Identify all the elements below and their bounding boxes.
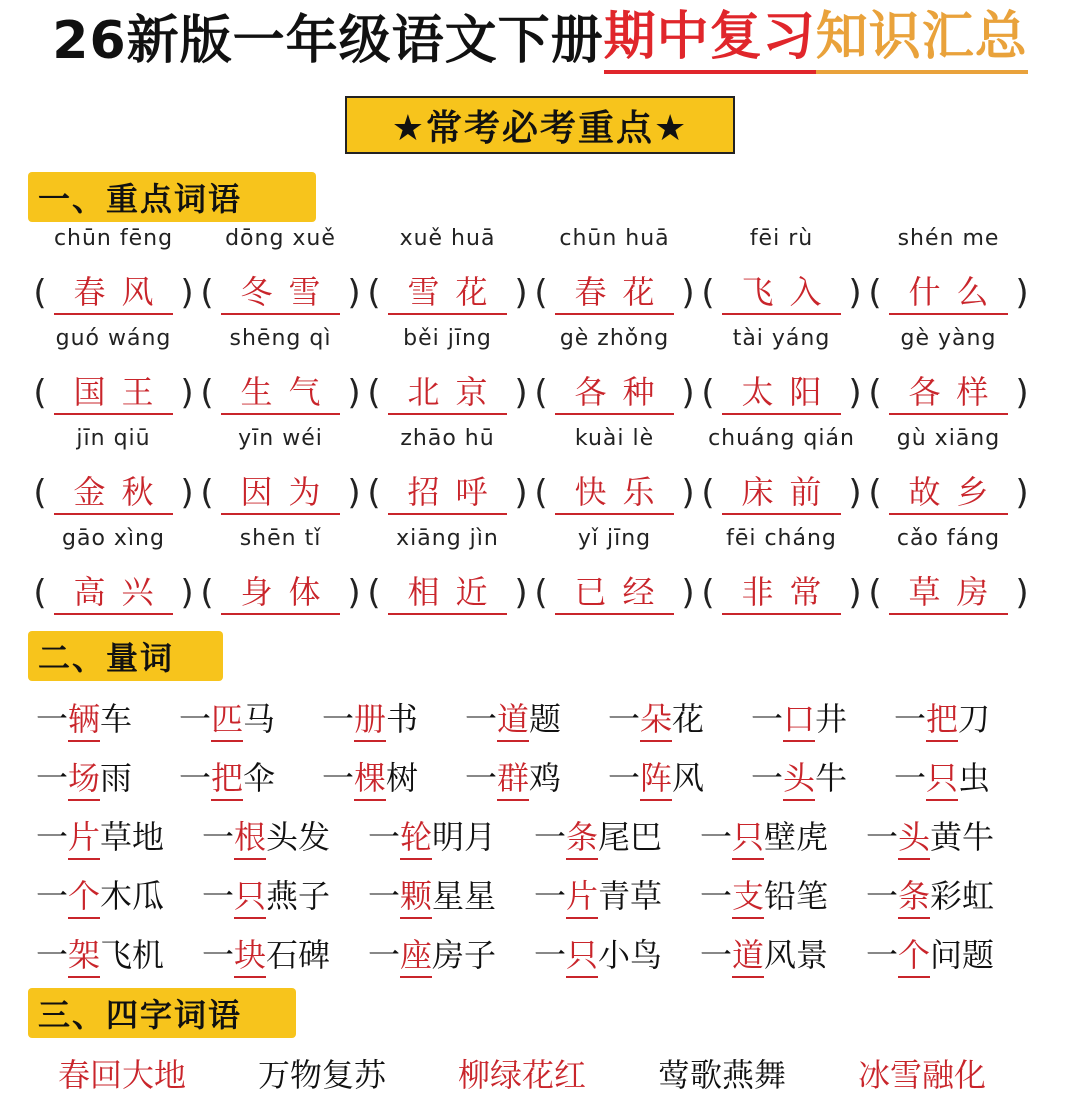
answer-word: 各种 bbox=[555, 371, 674, 415]
answer-word: 已经 bbox=[555, 571, 674, 615]
measure-word-one: 一 bbox=[534, 935, 567, 974]
measure-noun: 木瓜 bbox=[100, 876, 165, 915]
measure-noun: 牛 bbox=[815, 758, 848, 797]
measure-word-one: 一 bbox=[179, 699, 212, 738]
answer-box bbox=[364, 370, 531, 416]
measure-word: 支 bbox=[732, 871, 764, 919]
right-paren: ) bbox=[180, 273, 194, 313]
measure-word-item bbox=[202, 812, 368, 860]
measure-noun: 鸡 bbox=[529, 758, 562, 797]
answer-box bbox=[364, 270, 531, 316]
measure-word-one: 一 bbox=[465, 699, 498, 738]
answer-word: 金秋 bbox=[54, 471, 173, 515]
measure-word: 道 bbox=[497, 694, 529, 742]
measure-word-item bbox=[894, 753, 1037, 801]
page-title bbox=[0, 2, 1080, 74]
answer-box bbox=[364, 470, 531, 516]
measure-word: 匹 bbox=[211, 694, 243, 742]
left-paren: ( bbox=[33, 373, 47, 413]
answer-box bbox=[865, 470, 1032, 516]
measure-word-item bbox=[700, 812, 866, 860]
measure-noun: 石碑 bbox=[266, 935, 331, 974]
measure-word-one: 一 bbox=[700, 817, 733, 856]
answer-box bbox=[364, 570, 531, 616]
word-cell bbox=[364, 326, 531, 426]
right-paren: ) bbox=[848, 573, 862, 613]
word-cell bbox=[30, 226, 197, 326]
answer-box bbox=[30, 470, 197, 516]
measure-word: 头 bbox=[898, 812, 930, 860]
measure-noun: 车 bbox=[100, 699, 133, 738]
pinyin-label: gè zhǒng bbox=[559, 326, 670, 351]
section-heading-four-char-words: 三、四字词语 bbox=[28, 988, 296, 1038]
measure-word-one: 一 bbox=[368, 876, 401, 915]
title-midterm: 期中复习 bbox=[604, 4, 816, 74]
answer-box bbox=[698, 370, 865, 416]
word-cell bbox=[30, 326, 197, 426]
measure-words-grid bbox=[36, 688, 1056, 983]
answer-box bbox=[865, 270, 1032, 316]
measure-word-item bbox=[36, 871, 202, 919]
pinyin-label: gè yàng bbox=[900, 326, 997, 351]
measure-word-row bbox=[36, 747, 1056, 806]
measure-word: 场 bbox=[68, 753, 100, 801]
measure-word-item bbox=[368, 871, 534, 919]
word-cell bbox=[364, 226, 531, 326]
four-char-word: 柳绿花红 bbox=[458, 1056, 587, 1094]
left-paren: ( bbox=[534, 573, 548, 613]
measure-word-item bbox=[36, 694, 179, 742]
measure-word-one: 一 bbox=[36, 817, 69, 856]
measure-noun: 星星 bbox=[432, 876, 497, 915]
measure-word-item bbox=[368, 930, 534, 978]
pinyin-label: dōng xuě bbox=[225, 226, 336, 251]
four-char-word: 春回大地 bbox=[58, 1056, 187, 1094]
measure-word-one: 一 bbox=[894, 758, 927, 797]
measure-word-one: 一 bbox=[866, 876, 899, 915]
pinyin-label: tài yáng bbox=[732, 326, 831, 351]
measure-word: 只 bbox=[234, 871, 266, 919]
right-paren: ) bbox=[514, 573, 528, 613]
pinyin-label: yǐ jīng bbox=[577, 526, 652, 551]
measure-word-one: 一 bbox=[322, 699, 355, 738]
measure-word: 册 bbox=[354, 694, 386, 742]
section-heading-key-words: 一、重点词语 bbox=[28, 172, 316, 222]
left-paren: ( bbox=[534, 473, 548, 513]
measure-word-one: 一 bbox=[368, 935, 401, 974]
measure-word: 只 bbox=[926, 753, 958, 801]
answer-word: 雪花 bbox=[388, 271, 507, 315]
word-cell bbox=[531, 526, 698, 626]
word-cell bbox=[197, 226, 364, 326]
answer-box bbox=[531, 270, 698, 316]
right-paren: ) bbox=[514, 373, 528, 413]
pinyin-label: chūn huā bbox=[559, 226, 670, 251]
measure-noun: 小鸟 bbox=[598, 935, 663, 974]
measure-noun: 树 bbox=[386, 758, 419, 797]
measure-noun: 壁虎 bbox=[764, 817, 829, 856]
measure-word-row bbox=[36, 924, 1056, 983]
measure-word-one: 一 bbox=[700, 876, 733, 915]
pinyin-label: kuài lè bbox=[574, 426, 655, 451]
word-cell bbox=[364, 426, 531, 526]
measure-noun: 铅笔 bbox=[764, 876, 829, 915]
measure-noun: 黄牛 bbox=[930, 817, 995, 856]
pinyin-label: fēi cháng bbox=[726, 526, 837, 551]
pinyin-label: gù xiāng bbox=[896, 426, 1001, 451]
measure-word-item bbox=[534, 930, 700, 978]
word-row bbox=[30, 226, 1060, 326]
measure-word: 群 bbox=[497, 753, 529, 801]
pinyin-label: běi jīng bbox=[403, 326, 492, 351]
measure-word-one: 一 bbox=[866, 935, 899, 974]
measure-word: 根 bbox=[234, 812, 266, 860]
measure-noun: 题 bbox=[529, 699, 562, 738]
word-cell bbox=[865, 426, 1032, 526]
answer-word: 招呼 bbox=[388, 471, 507, 515]
answer-word: 北京 bbox=[388, 371, 507, 415]
measure-word-item bbox=[465, 753, 608, 801]
pinyin-label: cǎo fáng bbox=[896, 526, 1001, 551]
word-cell bbox=[698, 426, 865, 526]
pinyin-label: gāo xìng bbox=[62, 526, 165, 551]
right-paren: ) bbox=[848, 473, 862, 513]
answer-box bbox=[197, 570, 364, 616]
measure-word-one: 一 bbox=[36, 876, 69, 915]
measure-word-one: 一 bbox=[866, 817, 899, 856]
measure-noun: 飞机 bbox=[100, 935, 165, 974]
word-cell bbox=[865, 326, 1032, 426]
four-char-word: 冰雪融化 bbox=[858, 1056, 987, 1094]
pinyin-label: shēng qì bbox=[229, 326, 332, 351]
right-paren: ) bbox=[848, 373, 862, 413]
left-paren: ( bbox=[33, 273, 47, 313]
left-paren: ( bbox=[33, 573, 47, 613]
right-paren: ) bbox=[180, 373, 194, 413]
measure-word-row bbox=[36, 688, 1056, 747]
measure-word-item bbox=[608, 694, 751, 742]
word-cell bbox=[698, 326, 865, 426]
measure-noun: 风 bbox=[672, 758, 705, 797]
answer-word: 床前 bbox=[722, 471, 841, 515]
measure-word-one: 一 bbox=[202, 876, 235, 915]
right-paren: ) bbox=[180, 573, 194, 613]
pinyin-label: chūn fēng bbox=[53, 226, 174, 251]
measure-word: 朵 bbox=[640, 694, 672, 742]
pinyin-label: fēi rù bbox=[749, 226, 814, 251]
measure-word-item bbox=[700, 871, 866, 919]
word-cell bbox=[698, 226, 865, 326]
answer-word: 各样 bbox=[889, 371, 1008, 415]
measure-word-one: 一 bbox=[751, 699, 784, 738]
measure-word: 把 bbox=[926, 694, 958, 742]
left-paren: ( bbox=[200, 373, 214, 413]
answer-box bbox=[531, 570, 698, 616]
measure-word-one: 一 bbox=[534, 876, 567, 915]
measure-noun: 花 bbox=[672, 699, 705, 738]
answer-box bbox=[531, 370, 698, 416]
measure-word-one: 一 bbox=[368, 817, 401, 856]
four-char-word: 莺歌燕舞 bbox=[658, 1056, 787, 1094]
measure-word-item bbox=[700, 930, 866, 978]
measure-word-one: 一 bbox=[465, 758, 498, 797]
left-paren: ( bbox=[33, 473, 47, 513]
pinyin-label: xuě huā bbox=[399, 226, 496, 251]
measure-word: 个 bbox=[68, 871, 100, 919]
measure-word-one: 一 bbox=[751, 758, 784, 797]
answer-word: 飞入 bbox=[722, 271, 841, 315]
answer-word: 春风 bbox=[54, 271, 173, 315]
right-paren: ) bbox=[347, 573, 361, 613]
title-main: 26新版一年级语文下册 bbox=[52, 11, 604, 71]
left-paren: ( bbox=[200, 273, 214, 313]
measure-noun: 井 bbox=[815, 699, 848, 738]
word-cell bbox=[865, 226, 1032, 326]
right-paren: ) bbox=[1015, 573, 1029, 613]
measure-word-item bbox=[179, 694, 322, 742]
measure-word-item bbox=[866, 812, 1032, 860]
answer-word: 国王 bbox=[54, 371, 173, 415]
measure-word: 条 bbox=[566, 812, 598, 860]
measure-word-item bbox=[465, 694, 608, 742]
left-paren: ( bbox=[367, 573, 381, 613]
measure-word: 块 bbox=[234, 930, 266, 978]
measure-word-item bbox=[36, 753, 179, 801]
title-summary: 知识汇总 bbox=[816, 4, 1028, 74]
word-cell bbox=[865, 526, 1032, 626]
word-cell bbox=[197, 526, 364, 626]
left-paren: ( bbox=[200, 573, 214, 613]
measure-noun: 头发 bbox=[266, 817, 331, 856]
word-cell bbox=[364, 526, 531, 626]
right-paren: ) bbox=[514, 273, 528, 313]
measure-word: 口 bbox=[783, 694, 815, 742]
answer-word: 春花 bbox=[555, 271, 674, 315]
measure-word: 只 bbox=[732, 812, 764, 860]
right-paren: ) bbox=[347, 373, 361, 413]
measure-noun: 明月 bbox=[432, 817, 497, 856]
measure-noun: 风景 bbox=[764, 935, 829, 974]
answer-word: 太阳 bbox=[722, 371, 841, 415]
answer-box bbox=[197, 370, 364, 416]
measure-noun: 书 bbox=[386, 699, 419, 738]
measure-noun: 彩虹 bbox=[930, 876, 995, 915]
right-paren: ) bbox=[1015, 273, 1029, 313]
measure-word-item bbox=[751, 694, 894, 742]
four-char-words-row bbox=[58, 1050, 1058, 1096]
measure-word-one: 一 bbox=[608, 699, 641, 738]
right-paren: ) bbox=[681, 473, 695, 513]
measure-word: 座 bbox=[400, 930, 432, 978]
measure-word-item bbox=[866, 871, 1032, 919]
measure-word-item bbox=[894, 694, 1037, 742]
answer-box bbox=[865, 370, 1032, 416]
measure-noun: 虫 bbox=[958, 758, 991, 797]
answer-word: 快乐 bbox=[555, 471, 674, 515]
measure-word-item bbox=[368, 812, 534, 860]
answer-box bbox=[30, 270, 197, 316]
answer-box bbox=[197, 470, 364, 516]
right-paren: ) bbox=[514, 473, 528, 513]
right-paren: ) bbox=[1015, 473, 1029, 513]
right-paren: ) bbox=[681, 373, 695, 413]
pinyin-label: jīn qiū bbox=[76, 426, 151, 451]
measure-noun: 草地 bbox=[100, 817, 165, 856]
word-cell bbox=[698, 526, 865, 626]
measure-word-item bbox=[322, 753, 465, 801]
word-cell bbox=[30, 426, 197, 526]
measure-word-one: 一 bbox=[608, 758, 641, 797]
measure-word-item bbox=[179, 753, 322, 801]
measure-word-one: 一 bbox=[179, 758, 212, 797]
measure-word-one: 一 bbox=[894, 699, 927, 738]
measure-word-one: 一 bbox=[36, 935, 69, 974]
measure-word: 道 bbox=[732, 930, 764, 978]
measure-word-one: 一 bbox=[534, 817, 567, 856]
key-words-grid bbox=[30, 226, 1060, 626]
left-paren: ( bbox=[868, 373, 882, 413]
word-row bbox=[30, 426, 1060, 526]
measure-word-item bbox=[36, 930, 202, 978]
measure-word: 把 bbox=[211, 753, 243, 801]
right-paren: ) bbox=[180, 473, 194, 513]
right-paren: ) bbox=[681, 573, 695, 613]
measure-word: 片 bbox=[68, 812, 100, 860]
measure-word: 架 bbox=[68, 930, 100, 978]
measure-word-one: 一 bbox=[322, 758, 355, 797]
left-paren: ( bbox=[701, 273, 715, 313]
left-paren: ( bbox=[367, 473, 381, 513]
left-paren: ( bbox=[701, 473, 715, 513]
left-paren: ( bbox=[701, 573, 715, 613]
pinyin-label: chuáng qián bbox=[708, 426, 855, 451]
measure-word-one: 一 bbox=[202, 935, 235, 974]
answer-word: 非常 bbox=[722, 571, 841, 615]
left-paren: ( bbox=[868, 573, 882, 613]
answer-box bbox=[865, 570, 1032, 616]
key-points-banner: ★常考必考重点★ bbox=[345, 96, 735, 154]
left-paren: ( bbox=[534, 273, 548, 313]
pinyin-label: yīn wéi bbox=[238, 426, 323, 451]
measure-word: 阵 bbox=[640, 753, 672, 801]
answer-box bbox=[30, 570, 197, 616]
measure-noun: 刀 bbox=[958, 699, 991, 738]
measure-noun: 燕子 bbox=[266, 876, 331, 915]
measure-noun: 房子 bbox=[432, 935, 497, 974]
measure-word: 辆 bbox=[68, 694, 100, 742]
answer-word: 草房 bbox=[889, 571, 1008, 615]
answer-box bbox=[30, 370, 197, 416]
right-paren: ) bbox=[681, 273, 695, 313]
left-paren: ( bbox=[367, 373, 381, 413]
left-paren: ( bbox=[868, 273, 882, 313]
pinyin-label: shēn tǐ bbox=[239, 526, 322, 551]
measure-word-item bbox=[322, 694, 465, 742]
measure-word: 棵 bbox=[354, 753, 386, 801]
pinyin-label: shén me bbox=[897, 226, 1000, 251]
pinyin-label: xiāng jìn bbox=[396, 526, 499, 551]
measure-word-one: 一 bbox=[202, 817, 235, 856]
answer-box bbox=[197, 270, 364, 316]
four-char-word: 万物复苏 bbox=[258, 1056, 387, 1094]
right-paren: ) bbox=[1015, 373, 1029, 413]
measure-word: 只 bbox=[566, 930, 598, 978]
measure-word-item bbox=[608, 753, 751, 801]
measure-noun: 青草 bbox=[598, 876, 663, 915]
answer-word: 生气 bbox=[221, 371, 340, 415]
left-paren: ( bbox=[534, 373, 548, 413]
measure-word-one: 一 bbox=[36, 758, 69, 797]
answer-word: 因为 bbox=[221, 471, 340, 515]
right-paren: ) bbox=[848, 273, 862, 313]
answer-word: 什么 bbox=[889, 271, 1008, 315]
measure-word: 片 bbox=[566, 871, 598, 919]
answer-word: 相近 bbox=[388, 571, 507, 615]
answer-box bbox=[698, 570, 865, 616]
right-paren: ) bbox=[347, 473, 361, 513]
left-paren: ( bbox=[701, 373, 715, 413]
measure-word-item bbox=[534, 812, 700, 860]
measure-noun: 问题 bbox=[930, 935, 995, 974]
measure-word: 个 bbox=[898, 930, 930, 978]
answer-word: 冬雪 bbox=[221, 271, 340, 315]
answer-word: 高兴 bbox=[54, 571, 173, 615]
word-cell bbox=[531, 226, 698, 326]
word-row bbox=[30, 526, 1060, 626]
measure-noun: 雨 bbox=[100, 758, 133, 797]
measure-word-item bbox=[202, 871, 368, 919]
measure-word: 轮 bbox=[400, 812, 432, 860]
measure-word-one: 一 bbox=[700, 935, 733, 974]
measure-word-item bbox=[534, 871, 700, 919]
measure-noun: 马 bbox=[243, 699, 276, 738]
section-heading-measure-words: 二、量词 bbox=[28, 631, 223, 681]
word-cell bbox=[531, 426, 698, 526]
measure-word: 颗 bbox=[400, 871, 432, 919]
pinyin-label: zhāo hū bbox=[400, 426, 495, 451]
answer-word: 故乡 bbox=[889, 471, 1008, 515]
measure-word-item bbox=[866, 930, 1032, 978]
word-cell bbox=[197, 326, 364, 426]
measure-word-row bbox=[36, 865, 1056, 924]
measure-word: 头 bbox=[783, 753, 815, 801]
word-cell bbox=[30, 526, 197, 626]
word-row bbox=[30, 326, 1060, 426]
measure-word-one: 一 bbox=[36, 699, 69, 738]
left-paren: ( bbox=[200, 473, 214, 513]
word-cell bbox=[531, 326, 698, 426]
pinyin-label: guó wáng bbox=[55, 326, 172, 351]
measure-word-item bbox=[751, 753, 894, 801]
measure-word: 条 bbox=[898, 871, 930, 919]
measure-noun: 尾巴 bbox=[598, 817, 663, 856]
measure-word-row bbox=[36, 806, 1056, 865]
left-paren: ( bbox=[367, 273, 381, 313]
answer-box bbox=[698, 470, 865, 516]
answer-box bbox=[531, 470, 698, 516]
answer-box bbox=[698, 270, 865, 316]
word-cell bbox=[197, 426, 364, 526]
answer-word: 身体 bbox=[221, 571, 340, 615]
right-paren: ) bbox=[347, 273, 361, 313]
measure-noun: 伞 bbox=[243, 758, 276, 797]
measure-word-item bbox=[36, 812, 202, 860]
left-paren: ( bbox=[868, 473, 882, 513]
measure-word-item bbox=[202, 930, 368, 978]
